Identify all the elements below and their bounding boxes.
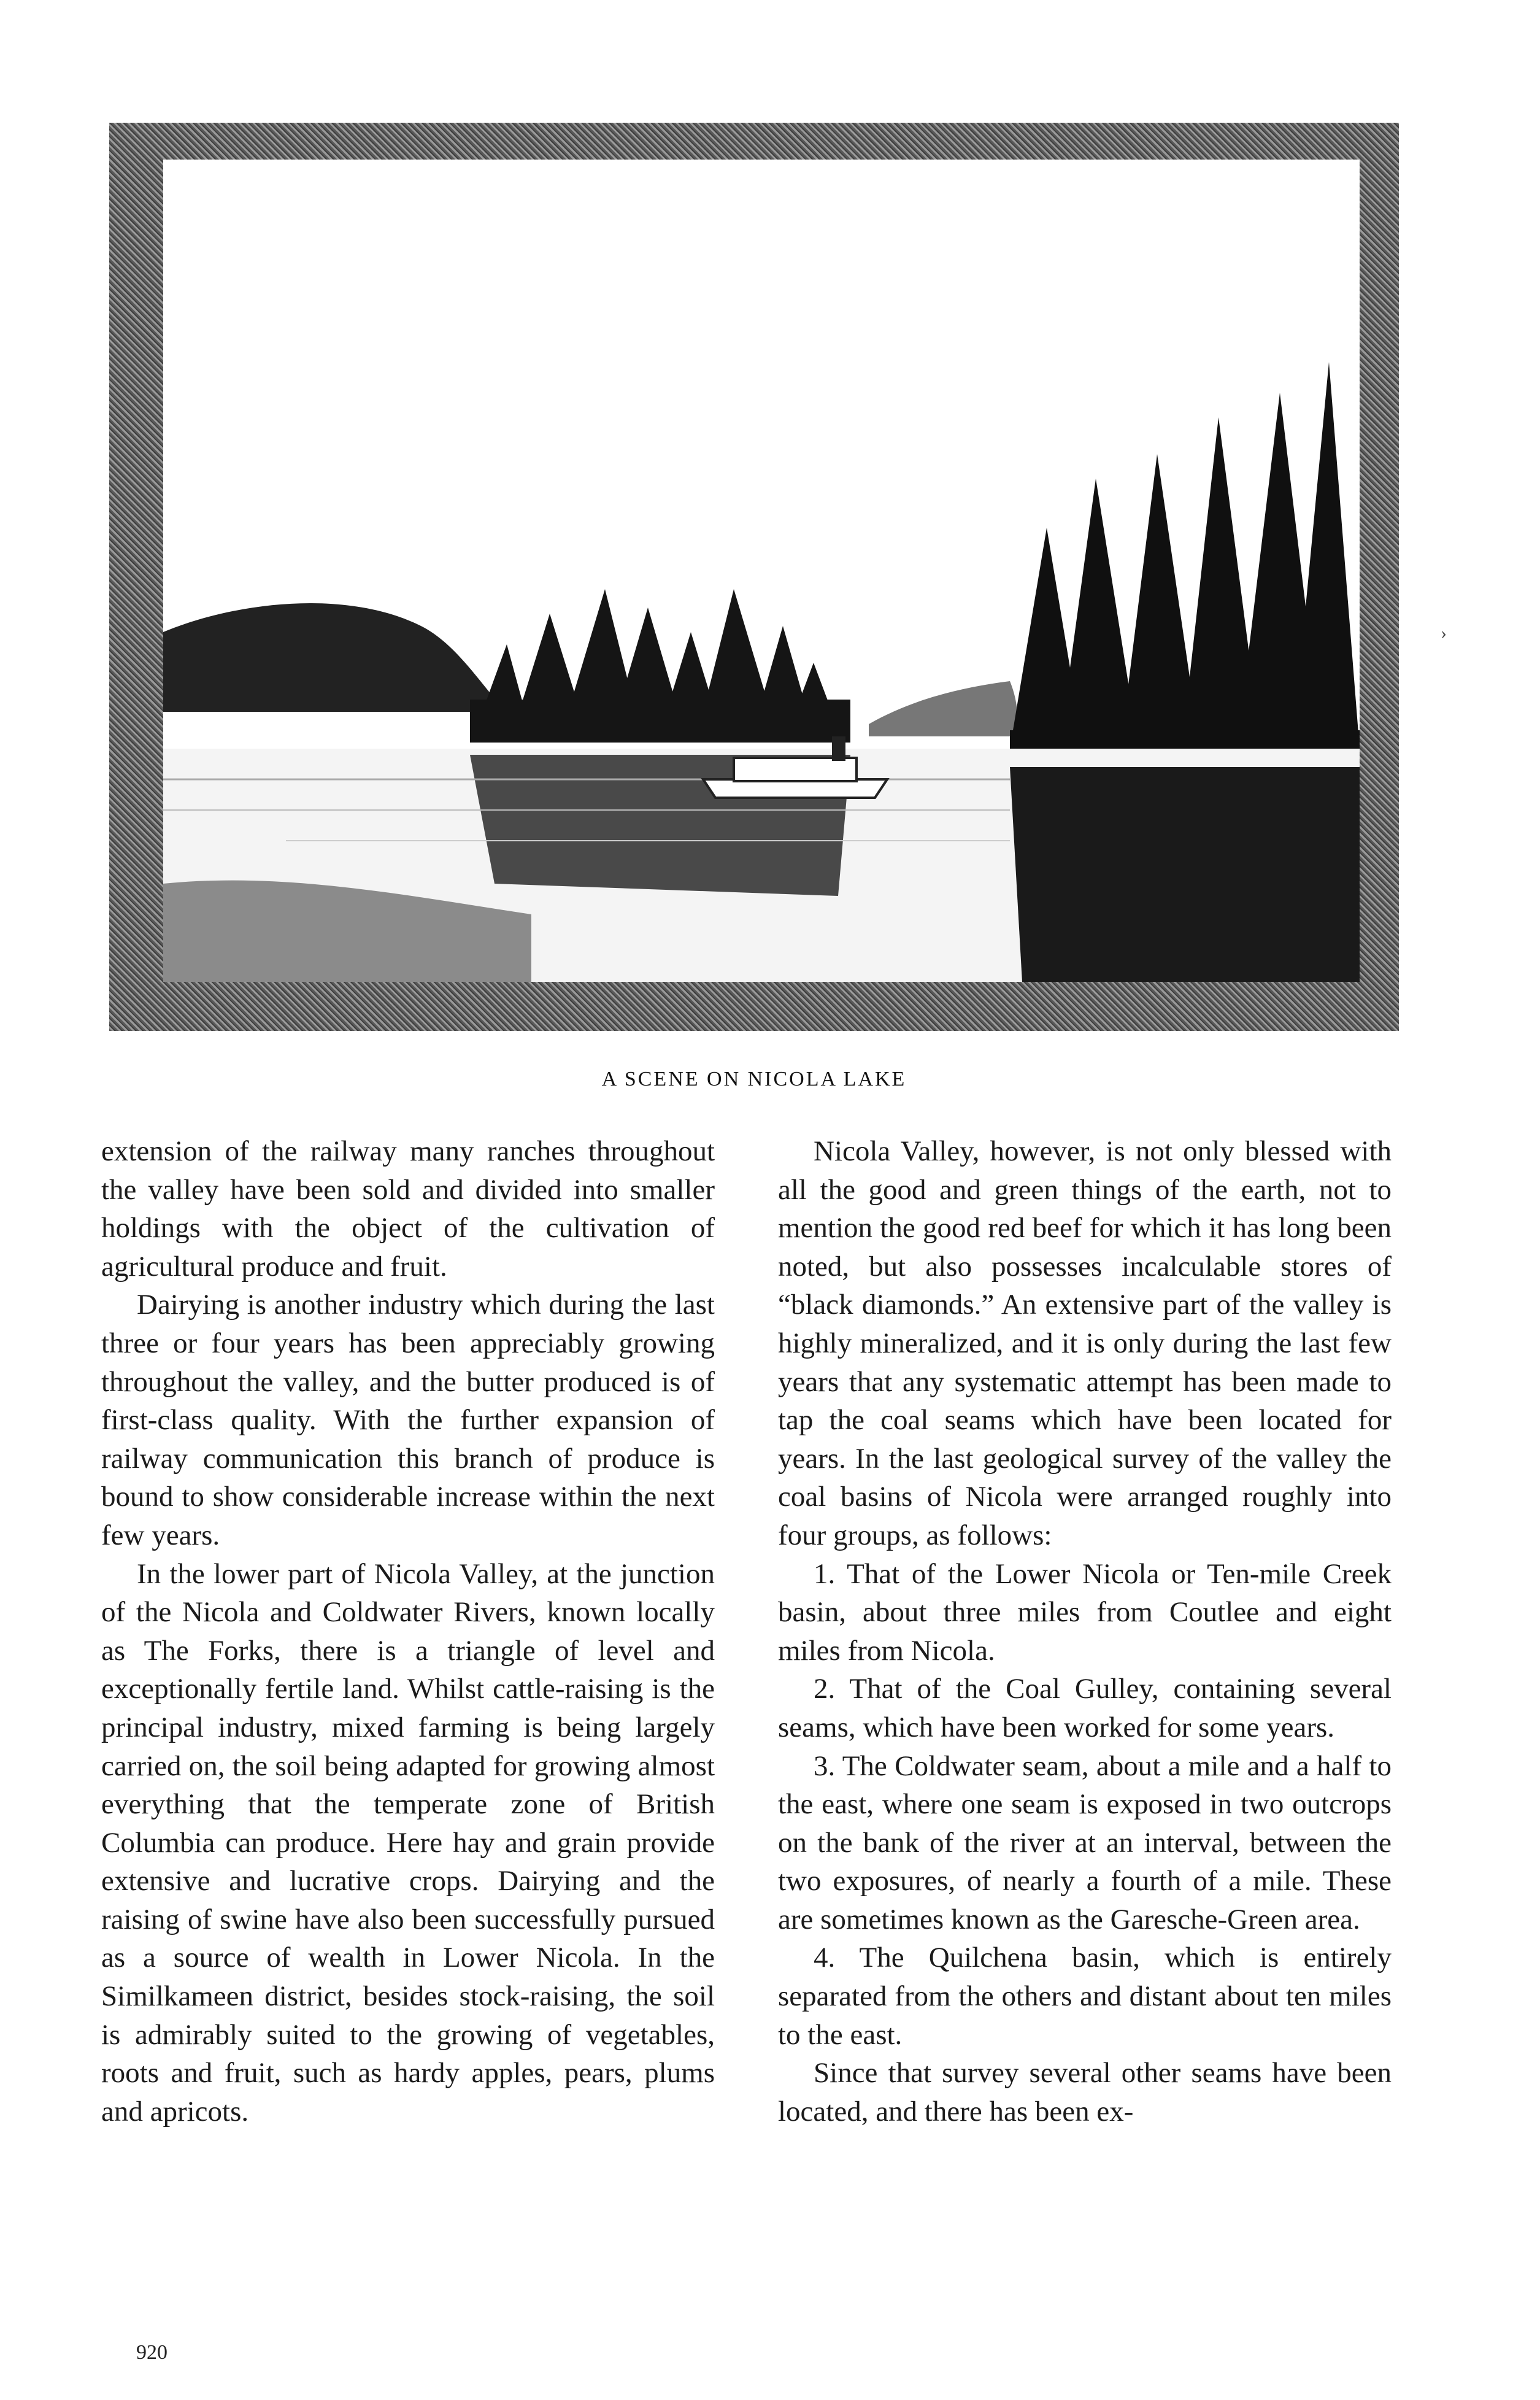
paragraph: extension of the railway many ranches throughout the valley have been sold and divided into smaller holdings with the object of the cultivation of agricultural produce and fruit. <box>101 1135 715 1283</box>
paragraph: In the lower part of Nicola Valley, at the junction of the Nicola and Coldwater Rivers, known locally as The Forks, there is a triangle of level and exceptionally fertile land. Whilst cattle-raising is the principal industry, mixed farming is being largely carried on, the soil being adapted for growing almost everything that the temperate zone of British Columbia can produce. Here hay and grain provide extensive and lucrative crops. Dairying and the raising of swine have also been successfully pursued as a source of wealth in Lower Nicola. In the Similkameen district, besides stock-raising, the soil is admirably suited to the growing of vegetables, roots and fruit, such as hardy apples, pears, plums and apricots. <box>101 1557 715 2128</box>
figure-caption: A SCENE ON NICOLA LAKE <box>601 1068 907 1090</box>
right-column <box>778 1132 1392 2131</box>
photo-frame <box>109 123 1399 1031</box>
page-number: 920 <box>136 2341 167 2364</box>
lake-photograph <box>163 160 1360 982</box>
stray-mark: › <box>1441 623 1447 643</box>
lake-scene-illustration <box>163 160 1360 982</box>
paragraph: Since that survey several other seams have been located, and there has been ex- <box>778 2057 1392 2128</box>
list-item: 4. The Quilchena basin, which is entirely separated from the others and distant about ten miles to the east. <box>778 1942 1392 2051</box>
left-column <box>101 1132 715 2131</box>
list-item: 2. That of the Coal Gulley, containing several seams, which have been worked for some years. <box>778 1673 1392 1743</box>
paragraph: Dairying is another industry which during the last three or four years has been appreciably growing throughout the valley, and the butter produced is of first-class quality. With the further expansion of railway communication this branch of produce is bound to show considerable increase within the next few years. <box>101 1289 715 1551</box>
list-item: 3. The Coldwater seam, about a mile and a half to the east, where one seam is exposed in two outcrops on the bank of the river at an interval, between the two exposures, of nearly a fourth of a mile. These are sometimes known as the Garesche-Green area. <box>778 1750 1392 1935</box>
paragraph: Nicola Valley, however, is not only blessed with all the good and green things of the earth, not to mention the good red beef for which it has long been noted, but also possesses incalculable stores of “black diamonds.” An extensive part of the valley is highly mineralized, and it is only during the last few years that any systematic attempt has been made to tap the coal seams which have been located for years. In the last geological survey of the valley the coal basins of Nicola were arranged roughly into four groups, as follows: <box>778 1135 1392 1551</box>
list-item: 1. That of the Lower Nicola or Ten-mile Creek basin, about three miles from Coutlee and eight miles from Nicola. <box>778 1557 1392 1667</box>
